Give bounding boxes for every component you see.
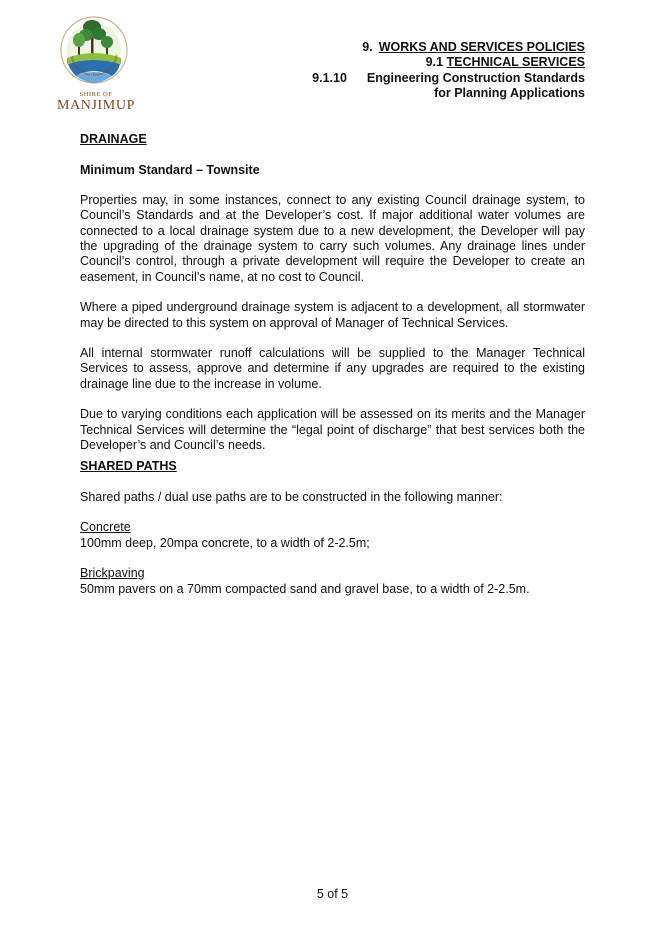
header-line-2 [312, 55, 585, 70]
header-line-3 [312, 71, 585, 86]
shared-paths-heading: SHARED PATHS [80, 459, 177, 474]
header-subsection-title: TECHNICAL SERVICES [446, 55, 585, 70]
header-policy-number: 9.1.10 [312, 70, 347, 85]
header-line-1 [312, 40, 585, 55]
document-body [80, 132, 585, 597]
shire-logo [54, 10, 138, 113]
header-section-number: 9. [362, 40, 373, 54]
drainage-heading: DRAINAGE [80, 132, 147, 146]
drainage-subheading: Minimum Standard – Townsite [80, 162, 260, 177]
drainage-paragraph-3: All internal stormwater runoff calculations will be supplied to the Manager Technical Services to assess, approve and determine if any upgrades are required to the existing drainage line due to the increase in volume. [80, 346, 585, 391]
header-section-title: WORKS AND SERVICES POLICIES [378, 40, 585, 54]
logo-manjimup: MANJIMUP [57, 98, 135, 113]
drainage-paragraph-1: Properties may, in some instances, connect to any existing Council drainage system, to Council’s Standards and at the Developer’s cost. If major additional water volumes are connected to a local drainage system due to a new development, the Developer will pay the upgrading of the drainage system to carry such volumes. Any drainage lines under Council’s control, through a private development will require the Developer to create an easement, in Council’s name, at no cost to Council. [80, 193, 585, 284]
drainage-paragraph-4: Due to varying conditions each application will be assessed on its merits and the Manager Technical Services will determine the “legal point of discharge” that best services both the Developer’s and Council’s needs. [80, 407, 585, 452]
brickpaving-text: 50mm pavers on a 70mm compacted sand and gravel base, to a width of 2-2.5m. [80, 581, 530, 596]
header-policy-title: Engineering Construction Standards [366, 70, 585, 85]
brickpaving-title: Brickpaving [80, 566, 145, 581]
drainage-paragraph-2: Where a piped underground drainage system is adjacent to a development, all stormwater may be directed to this system on approval of Manager of Technical Services. [80, 300, 585, 330]
logo-ring-text: Southern Forests • Pemberton • Walpole [69, 54, 119, 78]
page-header [312, 40, 585, 101]
page-number: 5 of 5 [316, 887, 349, 901]
concrete-title: Concrete [80, 520, 131, 535]
concrete-text: 100mm deep, 20mpa concrete, to a width of 2-2.5m; [80, 535, 370, 550]
shared-paths-intro: Shared paths / dual use paths are to be constructed in the following manner: [80, 489, 503, 504]
logo-shire-of: SHIRE OF [79, 91, 113, 98]
header-subsection-number: 9.1 [425, 55, 444, 70]
shire-emblem-icon [58, 10, 130, 92]
header-line-4: for Planning Applications [434, 85, 585, 100]
